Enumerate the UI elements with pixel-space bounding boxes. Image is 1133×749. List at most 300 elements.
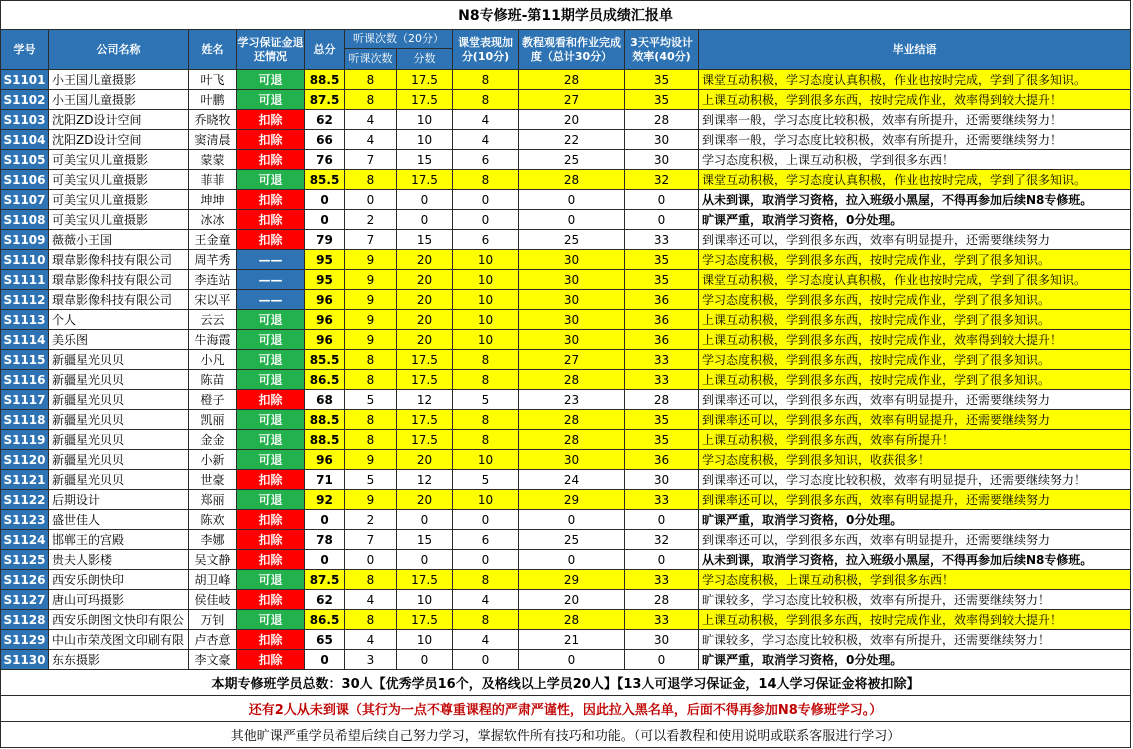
- attend-score-cell: 17.5: [397, 430, 453, 450]
- company-cell: 新疆星光贝贝: [49, 450, 189, 470]
- table-row: [1, 70, 1131, 90]
- attend-score-cell: 15: [397, 230, 453, 250]
- name-cell: 世豪: [189, 470, 237, 490]
- table-row: [1, 390, 1131, 410]
- header-design-efficiency: 3天平均设计效率(40分): [625, 30, 699, 70]
- design-efficiency-cell: 0: [625, 650, 699, 670]
- comment-cell: 从未到课，取消学习资格，拉入班级小黑屋，不得再参加后续N8专修班。: [699, 550, 1131, 570]
- comment-cell: 上课互动积极，学到很多东西，按时完成作业，学到了很多知识。: [699, 370, 1131, 390]
- table-row: [1, 210, 1131, 230]
- comment-cell: 上课互动积极，学到很多东西，按时完成作业，学到了很多知识。: [699, 310, 1131, 330]
- header-deposit: 学习保证金退还情况: [237, 30, 305, 70]
- tutorial-cell: 30: [519, 250, 625, 270]
- design-efficiency-cell: 35: [625, 410, 699, 430]
- company-cell: 環韋影像科技有限公司: [49, 290, 189, 310]
- tutorial-cell: 0: [519, 510, 625, 530]
- comment-cell: 到课率还可以，学到很多东西，效率有明显提升，还需要继续努力: [699, 530, 1131, 550]
- company-cell: 新疆星光贝贝: [49, 390, 189, 410]
- class-performance-cell: 10: [453, 270, 519, 290]
- design-efficiency-cell: 28: [625, 390, 699, 410]
- design-efficiency-cell: 35: [625, 90, 699, 110]
- company-cell: 環韋影像科技有限公司: [49, 270, 189, 290]
- total-score-cell: 87.5: [305, 570, 345, 590]
- class-performance-cell: 4: [453, 110, 519, 130]
- tutorial-cell: 20: [519, 110, 625, 130]
- design-efficiency-cell: 0: [625, 190, 699, 210]
- deposit-status-badge: 可退: [237, 170, 305, 190]
- name-cell: 吴文静: [189, 550, 237, 570]
- comment-cell: 学习态度积极，学到很多东西，按时完成作业，学到了很多知识。: [699, 250, 1131, 270]
- name-cell: 小新: [189, 450, 237, 470]
- total-score-cell: 65: [305, 630, 345, 650]
- table-row: [1, 490, 1131, 510]
- name-cell: 云云: [189, 310, 237, 330]
- design-efficiency-cell: 36: [625, 310, 699, 330]
- deposit-status-badge: 可退: [237, 490, 305, 510]
- tutorial-cell: 0: [519, 550, 625, 570]
- total-score-cell: 95: [305, 270, 345, 290]
- deposit-status-badge: ——: [237, 270, 305, 290]
- comment-cell: 上课互动积极，学到很多东西，按时完成作业，效率得到较大提升！: [699, 610, 1131, 630]
- table-row: [1, 150, 1131, 170]
- attend-count-cell: 9: [345, 270, 397, 290]
- tutorial-cell: 30: [519, 450, 625, 470]
- company-cell: 新疆星光贝贝: [49, 370, 189, 390]
- name-cell: 郑丽: [189, 490, 237, 510]
- comment-cell: 上课互动积极，学到很多东西，按时完成作业，效率得到较大提升！: [699, 330, 1131, 350]
- student-id-cell: S1115: [1, 350, 49, 370]
- class-performance-cell: 10: [453, 490, 519, 510]
- deposit-status-badge: 扣除: [237, 650, 305, 670]
- design-efficiency-cell: 35: [625, 250, 699, 270]
- deposit-status-badge: 可退: [237, 350, 305, 370]
- attend-score-cell: 20: [397, 310, 453, 330]
- total-score-cell: 86.5: [305, 610, 345, 630]
- class-performance-cell: 0: [453, 210, 519, 230]
- total-score-cell: 96: [305, 450, 345, 470]
- attend-score-cell: 17.5: [397, 350, 453, 370]
- tutorial-cell: 30: [519, 270, 625, 290]
- attend-score-cell: 17.5: [397, 610, 453, 630]
- company-cell: 东东摄影: [49, 650, 189, 670]
- company-cell: 西安乐朗快印: [49, 570, 189, 590]
- attend-score-cell: 0: [397, 650, 453, 670]
- comment-cell: 到课率还可以，学到很多东西，效率有明显提升，还需要继续努力: [699, 230, 1131, 250]
- attend-score-cell: 17.5: [397, 410, 453, 430]
- attend-count-cell: 7: [345, 530, 397, 550]
- name-cell: 宋以平: [189, 290, 237, 310]
- student-id-cell: S1108: [1, 210, 49, 230]
- class-performance-cell: 6: [453, 230, 519, 250]
- company-cell: 新疆星光贝贝: [49, 350, 189, 370]
- deposit-status-badge: 可退: [237, 410, 305, 430]
- class-performance-cell: 4: [453, 130, 519, 150]
- table-row: [1, 170, 1131, 190]
- name-cell: 叶鹏: [189, 90, 237, 110]
- attend-count-cell: 5: [345, 390, 397, 410]
- deposit-status-badge: 扣除: [237, 550, 305, 570]
- design-efficiency-cell: 0: [625, 550, 699, 570]
- attend-score-cell: 15: [397, 150, 453, 170]
- deposit-status-badge: 扣除: [237, 590, 305, 610]
- attend-count-cell: 7: [345, 230, 397, 250]
- deposit-status-badge: 可退: [237, 370, 305, 390]
- total-score-cell: 88.5: [305, 430, 345, 450]
- student-id-cell: S1129: [1, 630, 49, 650]
- class-performance-cell: 8: [453, 430, 519, 450]
- attend-score-cell: 20: [397, 330, 453, 350]
- student-id-cell: S1106: [1, 170, 49, 190]
- attend-score-cell: 17.5: [397, 70, 453, 90]
- comment-cell: 从未到课，取消学习资格，拉入班级小黑屋，不得再参加后续N8专修班。: [699, 190, 1131, 210]
- warning-line: 还有2人从未到课（其行为一点不尊重课程的严肃严谨性，因此拉入黑名单，后面不得再参加N8专修班学习。）: [1, 696, 1131, 722]
- design-efficiency-cell: 30: [625, 130, 699, 150]
- table-row: [1, 230, 1131, 250]
- design-efficiency-cell: 33: [625, 570, 699, 590]
- deposit-status-badge: 可退: [237, 310, 305, 330]
- comment-cell: 旷课严重，取消学习资格，0分处理。: [699, 510, 1131, 530]
- company-cell: 个人: [49, 310, 189, 330]
- total-score-cell: 96: [305, 290, 345, 310]
- student-id-cell: S1102: [1, 90, 49, 110]
- deposit-status-badge: 可退: [237, 450, 305, 470]
- attend-count-cell: 0: [345, 190, 397, 210]
- attend-count-cell: 2: [345, 510, 397, 530]
- student-id-cell: S1118: [1, 410, 49, 430]
- total-score-cell: 78: [305, 530, 345, 550]
- total-score-cell: 76: [305, 150, 345, 170]
- header-comment: 毕业结语: [699, 30, 1131, 70]
- attend-score-cell: 0: [397, 510, 453, 530]
- company-cell: 新疆星光贝贝: [49, 470, 189, 490]
- tutorial-cell: 0: [519, 190, 625, 210]
- deposit-status-badge: 扣除: [237, 630, 305, 650]
- class-performance-cell: 8: [453, 170, 519, 190]
- student-id-cell: S1124: [1, 530, 49, 550]
- header-total: 总分: [305, 30, 345, 70]
- student-id-cell: S1101: [1, 70, 49, 90]
- total-score-cell: 85.5: [305, 170, 345, 190]
- report-title: N8专修班-第11期学员成绩汇报单: [1, 1, 1131, 30]
- attend-count-cell: 8: [345, 430, 397, 450]
- deposit-status-badge: 可退: [237, 610, 305, 630]
- total-score-cell: 96: [305, 330, 345, 350]
- deposit-status-badge: 扣除: [237, 110, 305, 130]
- attend-count-cell: 9: [345, 330, 397, 350]
- header-attend-count: 听课次数: [345, 49, 397, 70]
- class-performance-cell: 8: [453, 370, 519, 390]
- name-cell: 胡卫峰: [189, 570, 237, 590]
- total-score-cell: 86.5: [305, 370, 345, 390]
- company-cell: 可美宝贝儿童摄影: [49, 170, 189, 190]
- attend-count-cell: 8: [345, 90, 397, 110]
- company-cell: 環韋影像科技有限公司: [49, 250, 189, 270]
- attend-score-cell: 20: [397, 250, 453, 270]
- design-efficiency-cell: 33: [625, 610, 699, 630]
- name-cell: 李文豪: [189, 650, 237, 670]
- total-score-cell: 92: [305, 490, 345, 510]
- table-row: [1, 370, 1131, 390]
- deposit-status-badge: 可退: [237, 430, 305, 450]
- table-row: [1, 510, 1131, 530]
- design-efficiency-cell: 36: [625, 450, 699, 470]
- attend-count-cell: 9: [345, 290, 397, 310]
- comment-cell: 课堂互动积极，学习态度认真积极，作业也按时完成，学到了很多知识。: [699, 70, 1131, 90]
- deposit-status-badge: ——: [237, 250, 305, 270]
- total-score-cell: 96: [305, 310, 345, 330]
- tutorial-cell: 28: [519, 70, 625, 90]
- table-row: [1, 130, 1131, 150]
- class-performance-cell: 0: [453, 550, 519, 570]
- table-row: [1, 450, 1131, 470]
- deposit-status-badge: 扣除: [237, 530, 305, 550]
- tutorial-cell: 0: [519, 210, 625, 230]
- total-score-cell: 68: [305, 390, 345, 410]
- table-row: [1, 430, 1131, 450]
- company-cell: 后期设计: [49, 490, 189, 510]
- deposit-status-badge: 可退: [237, 70, 305, 90]
- attend-count-cell: 8: [345, 350, 397, 370]
- comment-cell: 上课互动积极，学到很多东西，效率有所提升！: [699, 430, 1131, 450]
- attend-score-cell: 0: [397, 210, 453, 230]
- class-performance-cell: 10: [453, 250, 519, 270]
- total-score-cell: 71: [305, 470, 345, 490]
- attend-count-cell: 8: [345, 410, 397, 430]
- student-id-cell: S1130: [1, 650, 49, 670]
- design-efficiency-cell: 32: [625, 530, 699, 550]
- header-name: 姓名: [189, 30, 237, 70]
- student-id-cell: S1121: [1, 470, 49, 490]
- tutorial-cell: 25: [519, 230, 625, 250]
- tutorial-cell: 21: [519, 630, 625, 650]
- class-performance-cell: 6: [453, 150, 519, 170]
- attend-score-cell: 10: [397, 130, 453, 150]
- attend-count-cell: 8: [345, 170, 397, 190]
- design-efficiency-cell: 33: [625, 230, 699, 250]
- attend-count-cell: 7: [345, 150, 397, 170]
- header-tutorial: 教程观看和作业完成度（总计30分）: [519, 30, 625, 70]
- company-cell: 新疆星光贝贝: [49, 430, 189, 450]
- student-id-cell: S1127: [1, 590, 49, 610]
- student-id-cell: S1126: [1, 570, 49, 590]
- tutorial-cell: 28: [519, 410, 625, 430]
- class-performance-cell: 10: [453, 290, 519, 310]
- tutorial-cell: 0: [519, 650, 625, 670]
- class-performance-cell: 8: [453, 570, 519, 590]
- comment-cell: 旷课较多，学习态度比较积极，效率有所提升，还需要继续努力！: [699, 590, 1131, 610]
- total-score-cell: 88.5: [305, 70, 345, 90]
- total-score-cell: 0: [305, 550, 345, 570]
- attend-count-cell: 4: [345, 630, 397, 650]
- tutorial-cell: 20: [519, 590, 625, 610]
- design-efficiency-cell: 28: [625, 590, 699, 610]
- class-performance-cell: 0: [453, 650, 519, 670]
- class-performance-cell: 10: [453, 310, 519, 330]
- name-cell: 陈苗: [189, 370, 237, 390]
- table-row: [1, 650, 1131, 670]
- class-performance-cell: 8: [453, 410, 519, 430]
- table-row: [1, 110, 1131, 130]
- attend-count-cell: 4: [345, 130, 397, 150]
- comment-cell: 到课率还可以，学到很多东西，效率有明显提升，还需要继续努力: [699, 390, 1131, 410]
- student-id-cell: S1104: [1, 130, 49, 150]
- attend-score-cell: 12: [397, 390, 453, 410]
- student-id-cell: S1128: [1, 610, 49, 630]
- tutorial-cell: 28: [519, 430, 625, 450]
- deposit-status-badge: 扣除: [237, 150, 305, 170]
- header-attend-score: 分数: [397, 49, 453, 70]
- comment-cell: 学习态度积极，上课互动积极，学到很多东西！: [699, 150, 1131, 170]
- attend-count-cell: 8: [345, 570, 397, 590]
- name-cell: 王金童: [189, 230, 237, 250]
- table-row: [1, 270, 1131, 290]
- company-cell: 邯郸王的宫殿: [49, 530, 189, 550]
- tutorial-cell: 27: [519, 90, 625, 110]
- class-performance-cell: 4: [453, 590, 519, 610]
- attend-score-cell: 17.5: [397, 90, 453, 110]
- company-cell: 中山市荣茂图文印刷有限: [49, 630, 189, 650]
- comment-cell: 学习态度积极，学到很多东西，按时完成作业，学到了很多知识。: [699, 350, 1131, 370]
- class-performance-cell: 8: [453, 610, 519, 630]
- comment-cell: 上课互动积极，学到很多东西，按时完成作业，效率得到较大提升！: [699, 90, 1131, 110]
- student-id-cell: S1120: [1, 450, 49, 470]
- table-row: [1, 290, 1131, 310]
- student-id-cell: S1122: [1, 490, 49, 510]
- tutorial-cell: 29: [519, 570, 625, 590]
- total-score-cell: 0: [305, 650, 345, 670]
- design-efficiency-cell: 33: [625, 350, 699, 370]
- total-score-cell: 0: [305, 210, 345, 230]
- tutorial-cell: 24: [519, 470, 625, 490]
- name-cell: 凯丽: [189, 410, 237, 430]
- student-id-cell: S1103: [1, 110, 49, 130]
- tutorial-cell: 23: [519, 390, 625, 410]
- design-efficiency-cell: 0: [625, 210, 699, 230]
- comment-cell: 到课率还可以，学习态度比较积极，效率有明显提升，还需要继续努力！: [699, 470, 1131, 490]
- attend-count-cell: 2: [345, 210, 397, 230]
- attend-count-cell: 4: [345, 110, 397, 130]
- company-cell: 西安乐朗图文快印有限公: [49, 610, 189, 630]
- name-cell: 小凡: [189, 350, 237, 370]
- company-cell: 薇薇小王国: [49, 230, 189, 250]
- total-score-cell: 95: [305, 250, 345, 270]
- student-id-cell: S1105: [1, 150, 49, 170]
- table-row: [1, 610, 1131, 630]
- student-id-cell: S1110: [1, 250, 49, 270]
- attend-score-cell: 20: [397, 490, 453, 510]
- class-performance-cell: 8: [453, 350, 519, 370]
- deposit-status-badge: 扣除: [237, 210, 305, 230]
- student-id-cell: S1111: [1, 270, 49, 290]
- comment-cell: 旷课严重，取消学习资格，0分处理。: [699, 650, 1131, 670]
- total-score-cell: 79: [305, 230, 345, 250]
- table-row: [1, 190, 1131, 210]
- design-efficiency-cell: 35: [625, 430, 699, 450]
- comment-cell: 学习态度积极，学到很多知识，收获很多！: [699, 450, 1131, 470]
- class-performance-cell: 10: [453, 450, 519, 470]
- total-score-cell: 88.5: [305, 410, 345, 430]
- name-cell: 橙子: [189, 390, 237, 410]
- table-row: [1, 530, 1131, 550]
- company-cell: 盛世佳人: [49, 510, 189, 530]
- table-row: [1, 90, 1131, 110]
- company-cell: 新疆星光贝贝: [49, 410, 189, 430]
- header-attend-group: 听课次数（20分）: [345, 30, 453, 49]
- design-efficiency-cell: 30: [625, 630, 699, 650]
- attend-score-cell: 10: [397, 590, 453, 610]
- total-score-cell: 87.5: [305, 90, 345, 110]
- design-efficiency-cell: 35: [625, 270, 699, 290]
- attend-score-cell: 0: [397, 550, 453, 570]
- header-company: 公司名称: [49, 30, 189, 70]
- name-cell: 周芊秀: [189, 250, 237, 270]
- class-performance-cell: 10: [453, 330, 519, 350]
- summary-line: 本期专修班学员总数：30人【优秀学员16个，及格线以上学员20人】【13人可退学习保证金，14人学习保证金将被扣除】: [1, 670, 1131, 696]
- comment-cell: 到课率一般，学习态度比较积极，效率有所提升，还需要继续努力！: [699, 110, 1131, 130]
- class-performance-cell: 0: [453, 510, 519, 530]
- name-cell: 李娜: [189, 530, 237, 550]
- deposit-status-badge: 可退: [237, 570, 305, 590]
- table-row: [1, 310, 1131, 330]
- class-performance-cell: 5: [453, 390, 519, 410]
- header-class-performance: 课堂表现加分(10分): [453, 30, 519, 70]
- total-score-cell: 0: [305, 510, 345, 530]
- attend-count-cell: 3: [345, 650, 397, 670]
- table-row: [1, 630, 1131, 650]
- design-efficiency-cell: 32: [625, 170, 699, 190]
- tutorial-cell: 28: [519, 370, 625, 390]
- attend-count-cell: 8: [345, 70, 397, 90]
- name-cell: 金金: [189, 430, 237, 450]
- design-efficiency-cell: 33: [625, 370, 699, 390]
- attend-count-cell: 9: [345, 450, 397, 470]
- tutorial-cell: 22: [519, 130, 625, 150]
- name-cell: 窦清晨: [189, 130, 237, 150]
- class-performance-cell: 8: [453, 70, 519, 90]
- company-cell: 沈阳ZD设计空间: [49, 130, 189, 150]
- attend-score-cell: 15: [397, 530, 453, 550]
- total-score-cell: 62: [305, 110, 345, 130]
- total-score-cell: 85.5: [305, 350, 345, 370]
- comment-cell: 课堂互动积极，学习态度认真积极，作业也按时完成，学到了很多知识。: [699, 270, 1131, 290]
- attend-count-cell: 0: [345, 550, 397, 570]
- name-cell: 李连站: [189, 270, 237, 290]
- comment-cell: 到课率还可以，学到很多东西，效率有明显提升，还需要继续努力: [699, 410, 1131, 430]
- attend-score-cell: 20: [397, 450, 453, 470]
- table-row: [1, 550, 1131, 570]
- student-id-cell: S1123: [1, 510, 49, 530]
- class-performance-cell: 8: [453, 90, 519, 110]
- design-efficiency-cell: 35: [625, 70, 699, 90]
- student-id-cell: S1109: [1, 230, 49, 250]
- tutorial-cell: 25: [519, 150, 625, 170]
- name-cell: 菲菲: [189, 170, 237, 190]
- table-row: [1, 250, 1131, 270]
- class-performance-cell: 4: [453, 630, 519, 650]
- attend-score-cell: 12: [397, 470, 453, 490]
- comment-cell: 课堂互动积极，学习态度认真积极，作业也按时完成，学到了很多知识。: [699, 170, 1131, 190]
- name-cell: 陈欢: [189, 510, 237, 530]
- deposit-status-badge: 扣除: [237, 510, 305, 530]
- comment-cell: 到课率还可以，学到很多东西，效率有明显提升，还需要继续努力: [699, 490, 1131, 510]
- tutorial-cell: 25: [519, 530, 625, 550]
- student-id-cell: S1119: [1, 430, 49, 450]
- student-id-cell: S1113: [1, 310, 49, 330]
- name-cell: 卢杏意: [189, 630, 237, 650]
- company-cell: 沈阳ZD设计空间: [49, 110, 189, 130]
- comment-cell: 旷课较多，学习态度比较积极，效率有所提升，还需要继续努力！: [699, 630, 1131, 650]
- note-line: 其他旷课严重学员希望后续自己努力学习，掌握软件所有技巧和功能。（可以看教程和使用说明或联系客服进行学习）: [1, 722, 1131, 748]
